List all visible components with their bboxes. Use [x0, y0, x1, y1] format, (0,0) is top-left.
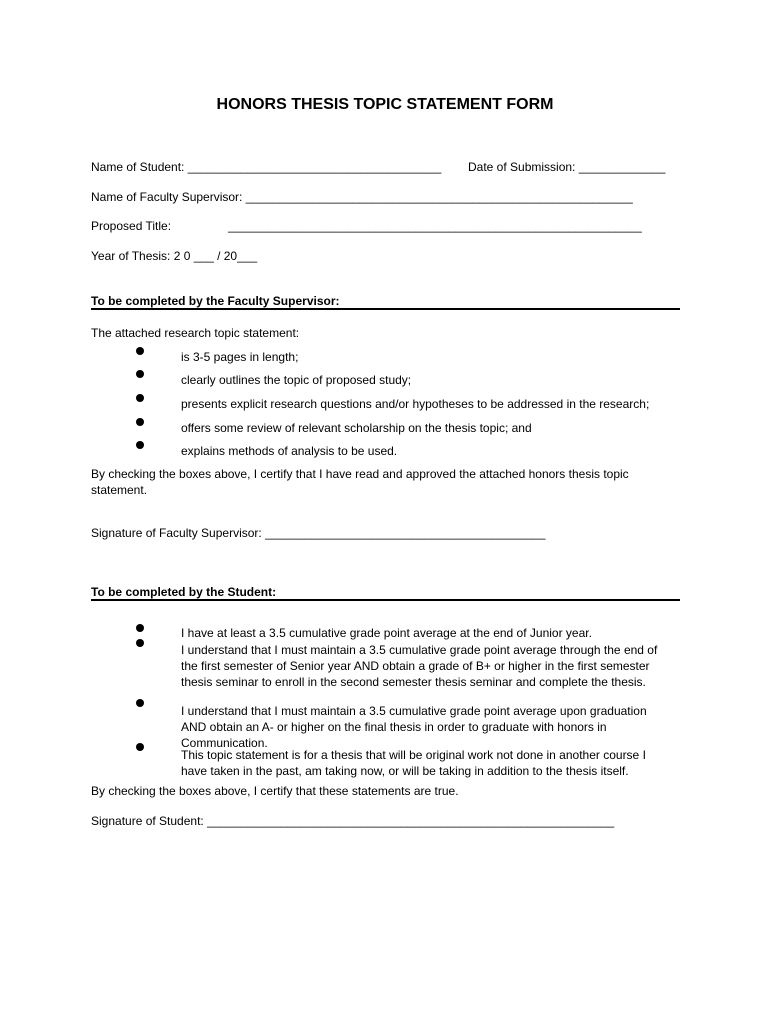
year-of-thesis-field[interactable]: Year of Thesis: 2 0 ___ / 20___: [91, 249, 258, 263]
student-section-heading: To be completed by the Student:: [91, 585, 277, 599]
proposed-title-label: Proposed Title:: [91, 219, 172, 233]
supervisor-item: is 3-5 pages in length;: [181, 350, 299, 364]
checkbox-bullet[interactable]: [136, 743, 144, 751]
supervisor-item: presents explicit research questions and/or hypotheses to be addressed in the research;: [181, 397, 650, 411]
checkbox-bullet[interactable]: [136, 639, 144, 647]
student-item: I understand that I must maintain a 3.5 cumulative grade point average through the end of the first semester of Senior year AND obtain a grade of B+ or higher in the first semester thesis seminar to enroll in the second semester thesis seminar and complete the thesis.: [181, 643, 658, 689]
supervisor-certify-text: By checking the boxes above, I certify that I have read and approved the attached honors thesis topic statement.: [91, 467, 629, 497]
student-certify-text: By checking the boxes above, I certify that these statements are true.: [91, 784, 459, 798]
checkbox-bullet[interactable]: [136, 418, 144, 426]
student-item: I understand that I must maintain a 3.5 cumulative grade point average upon graduation AND obtain an A- or higher on the final thesis in order to graduate with honors in Communication.: [181, 704, 647, 750]
checkbox-bullet[interactable]: [136, 394, 144, 402]
checkbox-bullet[interactable]: [136, 441, 144, 449]
supervisor-section-heading: To be completed by the Faculty Supervisor:: [91, 294, 340, 308]
supervisor-signature-field[interactable]: Signature of Faculty Supervisor: __________________________________________: [91, 526, 546, 540]
page-title: HONORS THESIS TOPIC STATEMENT FORM: [216, 96, 554, 113]
checkbox-bullet[interactable]: [136, 370, 144, 378]
supervisor-item: clearly outlines the topic of proposed study;: [181, 373, 412, 387]
student-item: This topic statement is for a thesis that will be original work not done in another course I have taken in the past, am taking now, or will be taking in addition to the thesis itself.: [181, 748, 646, 778]
supervisor-item: offers some review of relevant scholarship on the thesis topic; and: [181, 421, 532, 435]
checkbox-bullet[interactable]: [136, 624, 144, 632]
checkbox-bullet[interactable]: [136, 347, 144, 355]
student-name-field[interactable]: Name of Student: ______________________________________: [91, 160, 442, 174]
supervisor-item: explains methods of analysis to be used.: [181, 444, 398, 458]
supervisor-intro: The attached research topic statement:: [91, 326, 300, 340]
date-of-submission-field[interactable]: Date of Submission: _____________: [468, 160, 666, 174]
student-signature-field[interactable]: Signature of Student: _____________________________________________________________: [91, 814, 615, 828]
section-divider: [91, 599, 680, 601]
section-divider: [91, 308, 680, 310]
proposed-title-field[interactable]: ______________________________________________________________: [228, 219, 642, 233]
student-item: I have at least a 3.5 cumulative grade point average at the end of Junior year.: [181, 626, 592, 640]
checkbox-bullet[interactable]: [136, 699, 144, 707]
faculty-supervisor-field[interactable]: Name of Faculty Supervisor: __________________________________________________________: [91, 190, 633, 204]
